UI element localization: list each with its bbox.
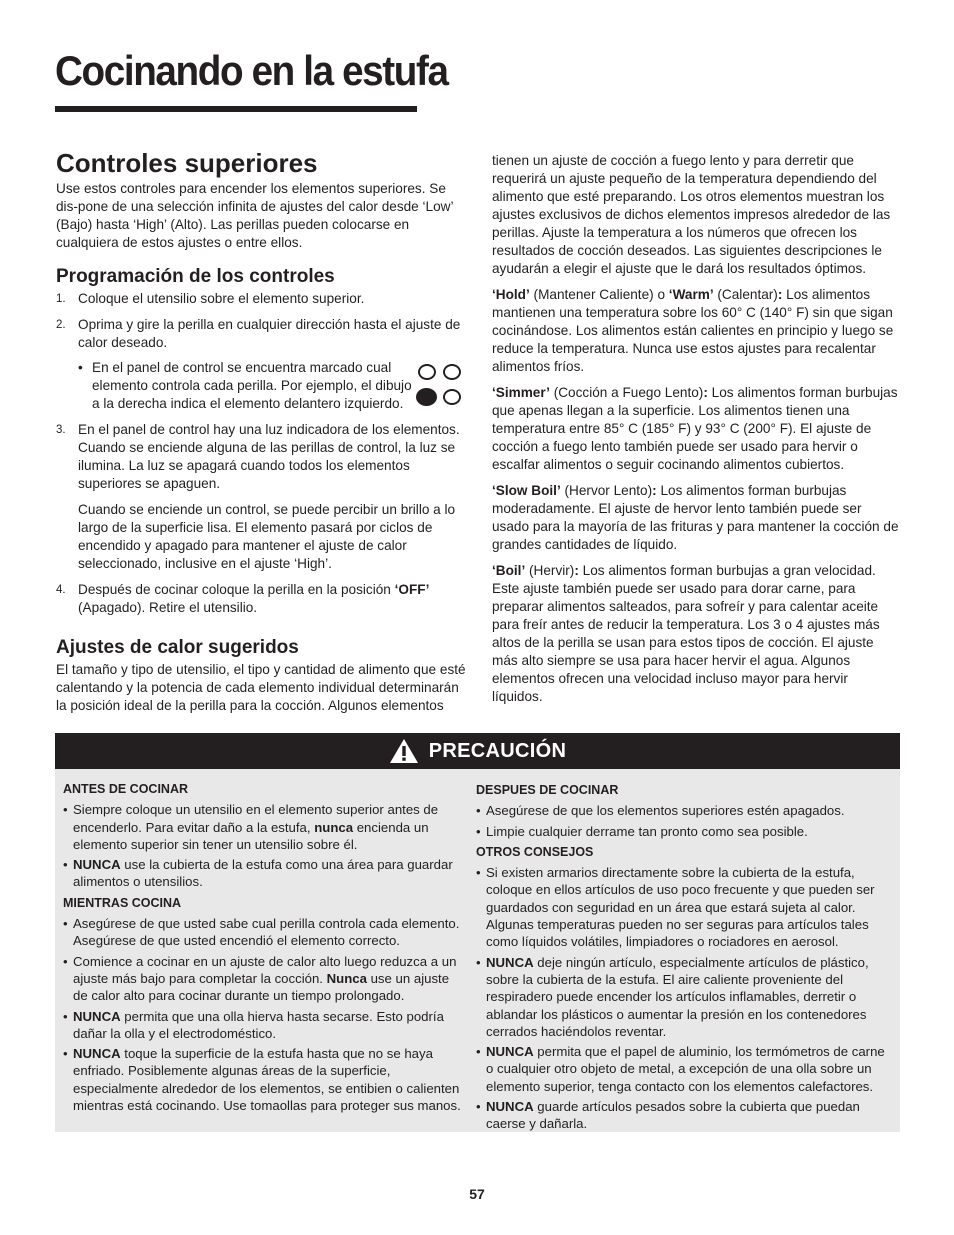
before-cooking-heading: ANTES DE COCINAR (63, 782, 189, 796)
caution-header (55, 733, 900, 769)
simmer-label: ‘Simmer’ (492, 385, 550, 400)
caution-text: Asegúrese de que los elementos superiores estén apagados. (486, 803, 845, 819)
slow-boil-colon: : (652, 483, 657, 498)
bullet-dot: • (78, 360, 83, 375)
step-2-bullet (78, 359, 470, 413)
knob-front-left-filled-icon (416, 388, 437, 406)
step-text-end: (Apagado). Retire el utensilio. (78, 600, 258, 615)
caution-right-column (476, 778, 894, 1136)
bullet-dot: • (63, 802, 68, 818)
heat-settings-intro: El tamaño y tipo de utensilio, el tipo y cantidad de alimento que esté calentando y la potencia de cada elemento individual determinarán la posición ideal de la perilla para la cocción. Algunos elementos (56, 662, 466, 713)
controls-heading: Controles superiores (56, 148, 318, 178)
hold-mid: (Mantener Caliente) o (529, 287, 669, 302)
caution-text: permita que el papel de aluminio, los termómetros de carne o cualquier otro objeto de metal, a excepción de una olla sobre un elemento superior, tenga contacto con los elementos calefactores. (486, 1044, 885, 1094)
step-2 (56, 316, 470, 413)
step-number: 2. (56, 319, 66, 331)
caution-text: use la cubierta de la estufa como una área para guardar alimentos o utensilios. (73, 857, 453, 890)
caution-bold: Nunca (326, 970, 367, 986)
programming-steps (56, 290, 470, 617)
hold-label: ‘Hold’ (492, 287, 530, 302)
page-number: 57 (469, 1186, 485, 1202)
after-cooking-heading: DESPUES DE COCINAR (476, 783, 619, 797)
caution-bold: NUNCA (73, 1008, 121, 1024)
step-text: Oprima y gire la perilla en cualquier dirección hasta el ajuste de calor deseado. (78, 317, 461, 350)
caution-item (476, 954, 894, 1040)
caution-bold: nunca (314, 819, 354, 835)
bullet-dot: • (63, 1046, 68, 1062)
page-title: Cocinando en la estufa (55, 47, 448, 94)
bullet-dot: • (476, 803, 481, 819)
step-4 (56, 581, 470, 617)
caution-item (476, 1098, 894, 1133)
heat-settings-continued: tienen un ajuste de cocción a fuego lento y para derretir que requerirá un ajuste pequeño de la temperatura dependiendo del alimento que esté preparando. Los otros elementos muestran los ajustes exclusivos de dichos elementos impresos alrededor de las perillas. Ajuste la temperatura a los números que ofrecen los resultados de cocción deseados. Las siguientes descripciones le ayudarán a elegir el ajuste que le dará los resultados óptimos. (492, 153, 891, 276)
other-tips-heading: OTROS CONSEJOS (476, 844, 594, 859)
caution-text: Comience a cocinar en un ajuste de calor alto luego reduzca a un ajuste más bajo para completar la cocción. (73, 953, 457, 986)
hold-colon: : (777, 287, 783, 302)
caution-item (476, 864, 894, 950)
caution-text: toque la superficie de la estufa hasta que no se haya enfriado. Posiblemente algunas áreas de la superficie, especialmente alrededor de los elementos, se entibien o calienten mientras está cocinando. Use tomaollas para proteger sus manos. (73, 1046, 461, 1114)
step-number: 3. (56, 424, 66, 436)
setting-slow-boil (492, 482, 900, 554)
knob-front-right-icon (443, 389, 461, 405)
hold-text: Los alimentos mantienen una temperatura sobre los 60° C (140° F) sin que sigan cocinándose. Los alimentos están calientes en principio y luego se reduce la temperatura. Nunca use estos ajustes para recalentar alimentos fríos. (492, 287, 894, 374)
caution-item (63, 1045, 463, 1114)
caution-bold: NUNCA (73, 857, 121, 873)
caution-item (63, 801, 463, 853)
while-cooking-heading: MIENTRAS COCINA (63, 895, 182, 910)
caution-item (63, 953, 463, 1005)
step-text: Después de cocinar coloque la perilla en la posición (78, 582, 395, 597)
setting-hold (492, 286, 900, 376)
bullet-dot: • (476, 865, 481, 881)
setting-boil (492, 562, 900, 706)
simmer-colon: : (703, 385, 708, 400)
step-number: 4. (56, 584, 66, 596)
caution-item (476, 802, 894, 819)
warning-triangle-icon (389, 738, 419, 764)
caution-text: guarde artículos pesados sobre la cubierta que puedan caerse y dañarla. (486, 1099, 860, 1132)
hold-paren: (Calentar) (713, 287, 778, 302)
caution-bold: NUNCA (73, 1046, 121, 1062)
slow-boil-text: Los alimentos forman burbujas moderadamente. El ajuste de hervor lento también puede ser usado para la mayoría de las frituras y para mantener la cocción de grandes cantidades de líquido. (492, 483, 899, 552)
caution-bold: NUNCA (486, 954, 534, 970)
caution-text: Limpie cualquier derrame tan pronto como sea posible. (486, 823, 808, 839)
caution-box (55, 733, 900, 1132)
right-column (492, 152, 900, 714)
caution-text: Asegúrese de que usted sabe cual perilla controla cada elemento. Asegúrese de que usted encendió el elemento correcto. (73, 916, 460, 949)
simmer-text: Los alimentos forman burbujas que apenas llegan a la superficie. Los alimentos tienen una temperatura entre 85° C (185° F) y 93° C (200° F). El ajuste de cocción a fuego lento también puede ser usado para hervir o escalfar alimentos o seguir cocinando alimentos cubiertos. (492, 385, 898, 472)
knob-rear-right-icon (443, 364, 461, 380)
caution-text: use un ajuste de calor alto para cocinar durante un tiempo prolongado. (73, 970, 450, 1004)
bullet-dot: • (63, 916, 68, 932)
bullet-dot: • (63, 857, 68, 873)
heat-settings-heading: Ajustes de calor sugeridos (56, 637, 299, 658)
caution-text: permita que una olla hierva hasta secarse. Esto podría dañar la olla y el electrodoméstico. (73, 1008, 444, 1041)
step-text: En el panel de control hay una luz indicadora de los elementos. Cuando se enciende alguna de las perillas de control, la luz se ilumina. La luz se apagará cuando todos los elementos superiores se apaguen. (78, 422, 460, 491)
boil-label: ‘Boil’ (492, 563, 526, 578)
programming-heading: Programación de los controles (56, 266, 335, 287)
step-1 (56, 290, 470, 308)
caution-item (476, 1043, 894, 1095)
caution-item (476, 823, 894, 840)
caution-text: deje ningún artículo, especialmente artículos de plástico, sobre la cubierta de la estufa. El aire caliente proveniente del respiradero puede encender los artículos inflamables, derretir o ablandar los plásticos o aumentar la presión en los contenedores cerrados haciéndolos reventar. (486, 954, 869, 1039)
bullet-text: En el panel de control se encuentra marcado cual elemento controla cada perilla. Por ejemplo, el dibujo a la derecha indica el elemento delantero izquierdo. (92, 360, 412, 411)
step-number: 1. (56, 293, 66, 305)
slow-boil-label: ‘Slow Boil’ (492, 483, 561, 498)
off-label: ‘OFF’ (394, 582, 430, 597)
caution-left-column (63, 777, 463, 1117)
boil-paren: (Hervir) (525, 563, 575, 578)
caution-bold: NUNCA (486, 1044, 534, 1060)
bullet-dot: • (476, 1099, 481, 1115)
left-column (56, 148, 470, 723)
bullet-dot: • (63, 1008, 68, 1024)
simmer-paren: (Cocción a Fuego Lento) (549, 385, 704, 400)
caution-bold: NUNCA (486, 1099, 534, 1115)
caution-item (63, 856, 463, 891)
caution-title: PRECAUCIÓN (428, 739, 567, 762)
caution-text: Siempre coloque un utensilio en el elemento superior antes de encenderlo. Para evitar daño a la estufa, (73, 802, 439, 835)
bullet-dot: • (476, 954, 481, 970)
bullet-dot: • (476, 823, 481, 839)
controls-intro: Use estos controles para encender los elementos superiores. Se dis-pone de una selección infinita de ajustes del calor desde ‘Low’ (Bajo) hasta ‘High’ (Alto). Las perillas pueden colocarse en cualquiera de estos ajustes o entre ellos. (56, 181, 453, 250)
bullet-dot: • (63, 953, 68, 969)
step-3-extra: Cuando se enciende un control, se puede percibir un brillo a lo largo de la superficie lisa. El elemento pasará por ciclos de encendido y apagado para mantener el ajuste de calor seleccionado, inclusive en el ajuste ‘High’. (78, 502, 456, 571)
boil-colon: : (574, 563, 579, 578)
caution-item (63, 915, 463, 950)
bullet-dot: • (476, 1044, 481, 1060)
caution-text: encienda un elemento superior sin tener un utensilio sobre él. (73, 819, 429, 852)
slow-boil-paren: (Hervor Lento) (560, 483, 653, 498)
knob-diagram-icon (414, 360, 464, 406)
caution-item (63, 1008, 463, 1043)
setting-simmer (492, 384, 900, 474)
title-rule (55, 106, 417, 112)
knob-rear-left-icon (418, 364, 436, 380)
boil-text: Los alimentos forman burbujas a gran velocidad. Este ajuste también puede ser usado para dorar carne, para preparar alimentos salteados, para sofreír y para calentar aceite para freír antes de reducir la temperatura. Los 3 o 4 ajustes más altos de la perilla se usan para estos tipos de cocción. El ajuste más alto siempre se usa para hacer hervir el agua. Algunos elementos ofrecen una velocidad incluso mayor para hervir líquidos. (492, 563, 880, 704)
warm-label: ‘Warm’ (668, 287, 714, 302)
step-text: Coloque el utensilio sobre el elemento superior. (78, 291, 365, 306)
caution-text: Si existen armarios directamente sobre la cubierta de la estufa, coloque en ellos artículos de uso poco frecuente y que pueden ser guardados con seguridad en un área que estará sujeta al calor. Algunas temperaturas pueden no ser seguras para artículos tales como líquidos volátiles, limpiadores o rociadores en aerosol. (486, 865, 875, 950)
step-3 (56, 421, 470, 573)
